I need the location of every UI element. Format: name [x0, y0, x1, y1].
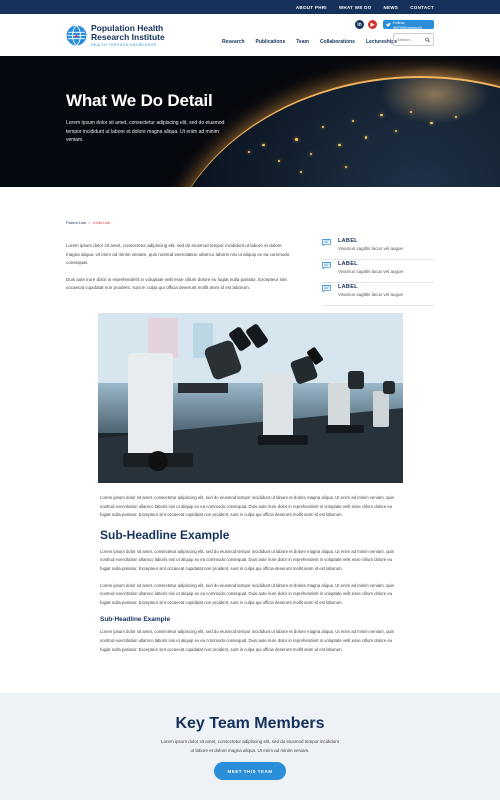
city-light [338, 144, 341, 146]
city-light [262, 144, 265, 146]
city-light [248, 151, 250, 153]
sidebar-item[interactable] [322, 237, 434, 260]
message-icon [322, 239, 331, 246]
logo-line-2: Research Institute [91, 32, 165, 42]
utility-bar [0, 0, 500, 14]
city-light [278, 160, 280, 162]
city-light [395, 130, 397, 132]
sidebar-labels [322, 237, 434, 306]
meet-team-button[interactable]: MEET THIS TEAM [214, 762, 286, 780]
sidebar-item-label: LABEL [338, 238, 358, 244]
body-paragraph: Lorem ipsum dolor sit amet, consectetur adipiscing elit, sed do eiusmod tempor incididunt ut labore et dolore magna aliqua. Ut enim ad minim veniam, quis nostrud exercitation ullamco laboris nisi ut aliquip ex ea commodo consequat. Duis aute irure dolor in reprehenderit in voluptate velit esse cillum dolore eu fugiat nulla pariatur. Excepteur sint occaecat cupidatat non proident, sunt in culpa qui officia deserunt mollit anim id est laborum. [100, 582, 395, 605]
key-team-section [0, 693, 500, 800]
sidebar-item[interactable] [322, 283, 434, 306]
utility-link-about[interactable]: ABOUT PHRI [295, 4, 327, 10]
microscopes-image [98, 313, 403, 483]
sidebar-item-label: LABEL [338, 284, 358, 290]
city-light [455, 116, 457, 118]
linkedin-icon[interactable]: in [355, 20, 364, 29]
utility-nav [296, 0, 434, 14]
nav-publications[interactable]: Publications [255, 39, 286, 45]
globe-logo-icon[interactable] [66, 25, 87, 46]
city-light [410, 111, 412, 113]
city-light [345, 166, 347, 168]
nav-lectureships[interactable]: Lectureships [365, 39, 398, 45]
message-icon [322, 262, 331, 269]
sun-glow [380, 64, 490, 124]
utility-link-contact[interactable]: CONTACT [410, 4, 434, 10]
breadcrumb [66, 220, 110, 225]
city-light [430, 122, 433, 124]
intro-paragraph: Lorem ipsum dolor sit amet, consectetur adipiscing elit, sed do eiusmod tempor incididunt ut labore et dolore magna aliqua. Ut enim ad minim veniam, quis nostrud exercitation ullamco laboris nisi ut aliquip ex ea commodo consequat. [66, 243, 290, 265]
key-team-title: Key Team Members [175, 715, 325, 732]
search-icon[interactable] [425, 37, 430, 43]
hero-subtitle: Lorem ipsum dolor sit amet, consectetur adipiscing elit, sed do eiusmod tempor incididunt ut labore et dolore magna aliqua. Ut enim ad minim veniam. [66, 120, 225, 143]
search-input[interactable] [397, 37, 425, 42]
message-icon [322, 285, 331, 292]
follow-label: Follow @PHRIresearch [392, 19, 423, 30]
key-team-text: Lorem ipsum dolor sit amet, consectetur adipiscing elit, sed do eiusmod tempor incididunt ut labore et dolore magna aliqua. Ut enim ad minim veniam. [160, 739, 340, 753]
intro-paragraph: Duis aute irure dolor in reprehenderit in voluptate velit esse cillum dolore eu fugiat nulla pariatur. Excepteur sint occaecat cupidatat non proident, sunt in culpa qui officia deserunt mollit anim id est laborum. [66, 276, 287, 290]
sidebar-item-text: Vivamus sagittis lacus vel augue [338, 269, 403, 274]
youtube-icon[interactable]: ▶ [368, 20, 377, 29]
city-light [295, 138, 298, 141]
page-title: What We Do Detail [66, 91, 213, 110]
twitter-follow-button[interactable] [383, 20, 434, 29]
utility-link-what-we-do[interactable]: WHAT WE DO [338, 4, 372, 10]
search-box [393, 33, 434, 46]
city-light [322, 126, 324, 128]
nav-collaborations[interactable]: Collaborations [319, 39, 355, 45]
city-light [365, 136, 367, 139]
site-header [0, 14, 500, 56]
sub-headline-small: Sub-Headline Example [100, 616, 171, 624]
breadcrumb-child-link[interactable]: Child Link [92, 220, 111, 225]
sidebar-item-text: Vivamus sagittis lacus vel augue [338, 246, 403, 251]
article-body [100, 494, 400, 662]
utility-link-news[interactable]: NEWS [383, 4, 399, 10]
city-light [380, 114, 383, 116]
body-paragraph: Lorem ipsum dolor sit amet, consectetur adipiscing elit, sed do eiusmod tempor incididunt ut labore et dolore magna aliqua. Ut enim ad minim veniam, quis nostrud exercitation ullamco laboris nisi ut aliquip ex ea commodo consequat. Duis aute irure dolor in reprehenderit in voluptate velit esse cillum dolore eu fugiat nulla pariatur. Excepteur sint occaecat cupidatat non proident, sunt in culpa qui officia deserunt mollit anim id est laborum. [100, 629, 395, 652]
logo-tagline: HEALTH THROUGH KNOWLEDGE [91, 43, 157, 47]
breadcrumb-separator: » [88, 220, 91, 225]
sidebar-item-text: Vivamus sagittis lacus vel augue [338, 292, 403, 297]
nav-team[interactable]: Team [296, 39, 309, 45]
microscopes-illustration [98, 313, 403, 483]
body-paragraph: Lorem ipsum dolor sit amet, consectetur adipiscing elit, sed do eiusmod tempor incididunt ut labore et dolore magna aliqua. Ut enim ad minim veniam, quis nostrud exercitation ullamco laboris nisi ut aliquip ex ea commodo consequat. Duis aute irure dolor in reprehenderit in voluptate velit esse cillum dolore eu fugiat nulla pariatur. Excepteur sint occaecat cupidatat non proident, sunt in culpa qui officia deserunt mollit anim id est laborum. [100, 548, 395, 571]
intro-text [66, 242, 292, 301]
body-paragraph: Lorem ipsum dolor sit amet, consectetur adipiscing elit, sed do eiusmod tempor incididunt ut labore et dolore magna aliqua. Ut enim ad minim veniam, quis nostrud exercitation ullamco laboris nisi ut aliquip ex ea commodo consequat. Duis aute irure dolor in reprehenderit in voluptate velit esse cillum dolore eu fugiat nulla pariatur. Excepteur sint occaecat cupidatat non proident, sunt in culpa qui officia deserunt mollit anim id est laborum. [100, 495, 395, 518]
twitter-icon [386, 23, 391, 27]
breadcrumb-parent-link[interactable]: Parent Link [66, 220, 87, 225]
hero-banner [0, 56, 500, 187]
sub-headline: Sub-Headline Example [100, 527, 230, 542]
city-light [352, 120, 354, 122]
sidebar-item[interactable] [322, 260, 434, 283]
city-light [300, 171, 302, 173]
nav-research[interactable]: Research [222, 39, 245, 45]
logo-wordmark[interactable] [91, 24, 165, 47]
city-light [310, 153, 312, 155]
sidebar-item-label: LABEL [338, 261, 358, 267]
main-nav [222, 38, 397, 46]
logo-line-1: Population Health [91, 23, 164, 33]
